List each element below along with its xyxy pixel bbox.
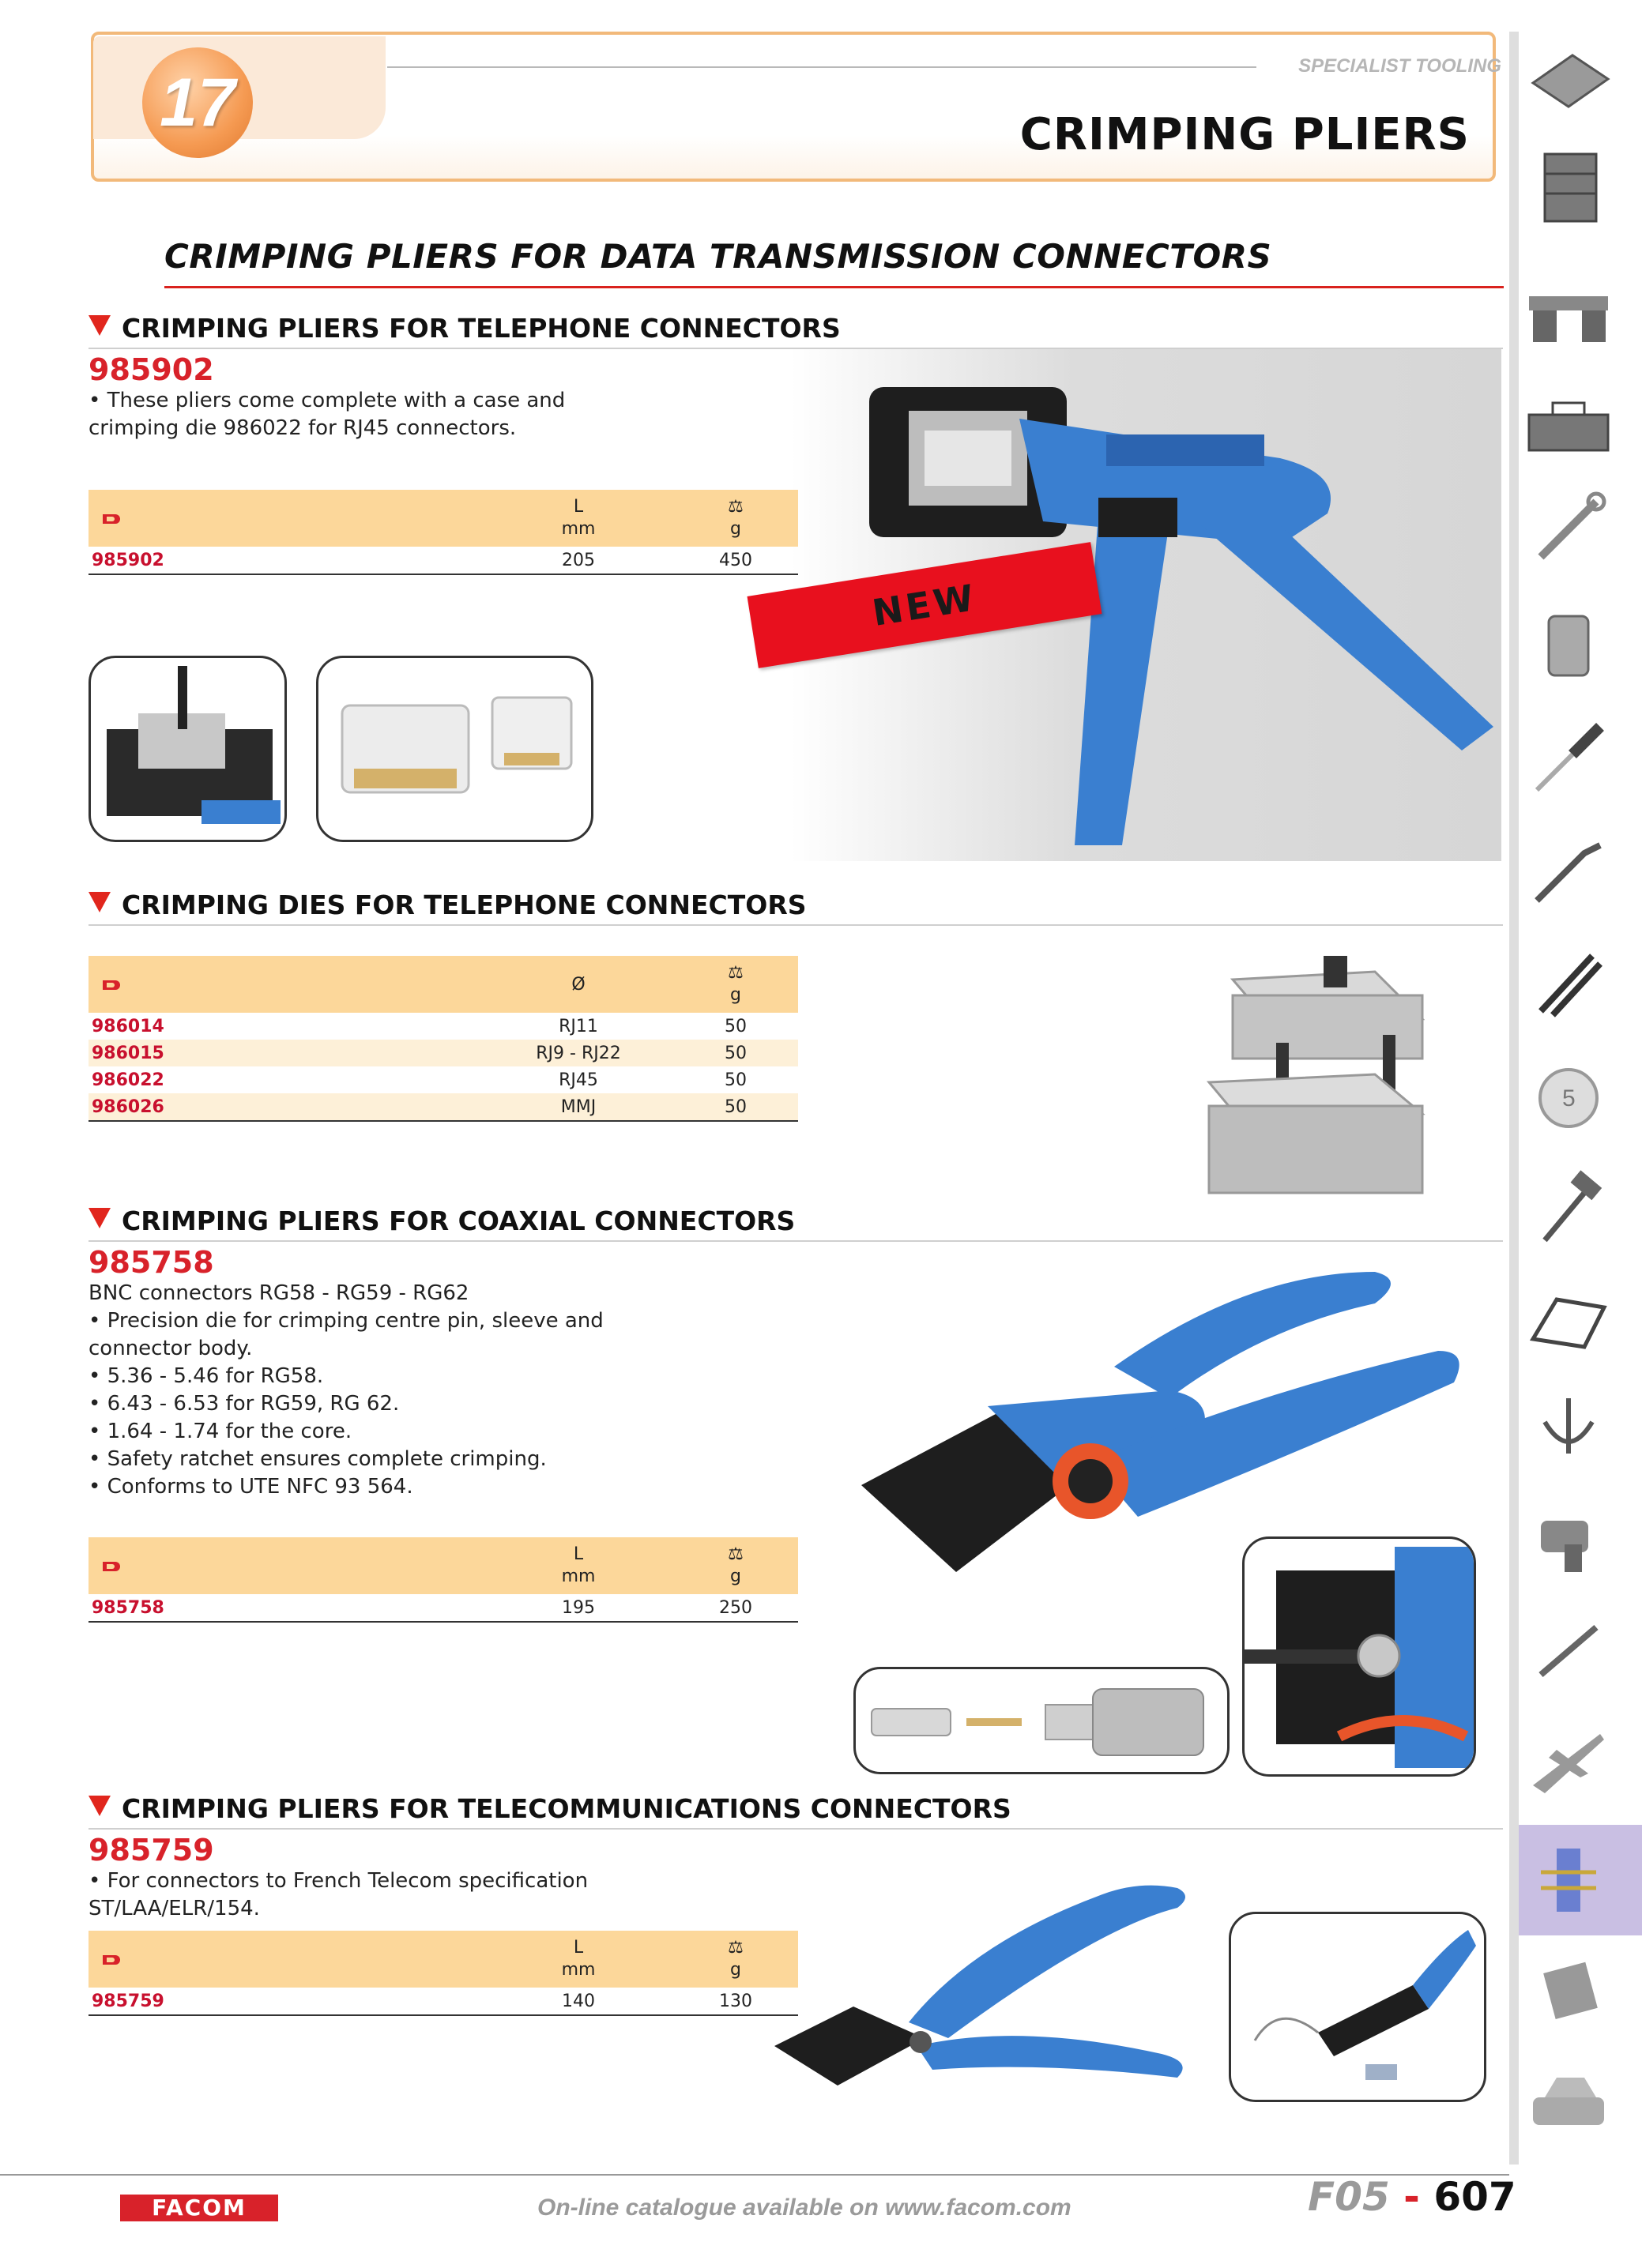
car-icon[interactable] (1521, 2062, 1616, 2141)
tool-box-icon[interactable] (1521, 387, 1616, 466)
detail-photo-telecom-die (1229, 1912, 1486, 2102)
tape-measure-icon[interactable] (1521, 1059, 1616, 1138)
table-row: 986014 RJ11 50 (92, 1016, 747, 1036)
ref-column-header (89, 956, 484, 1013)
triangle-bullet-icon (89, 1796, 111, 1816)
detail-photo-coax-die (1242, 1536, 1476, 1777)
telecom-crimping-pliers-image (766, 1849, 1209, 2101)
product-description: BNC connectors RG58 - RG59 - RG62 • Precision die for crimping centre pin, sleeve and connector body. • 5.36 - 5.46 for RG58. • 6.43 - 6.53 for RG59, RG 62. • 1.64 - 1.74 for the core. • Safety ratchet ensures complete crimping. • Conforms to UTE NFC 93 564. (89, 1281, 604, 1499)
diameter-column-header: Ø (484, 956, 673, 1013)
weight-column-header: ⚖ g (673, 1931, 798, 1988)
spec-table (89, 956, 798, 1122)
wrench-icon[interactable] (1521, 490, 1616, 569)
page-heading: CRIMPING PLIERS FOR DATA TRANSMISSION CONNECTORS (164, 237, 1272, 276)
electrical-icon[interactable] (1521, 1841, 1616, 1920)
pliers-icon[interactable] (1521, 940, 1616, 1019)
reference-icon (103, 514, 120, 524)
reference-icon (103, 1955, 120, 1965)
hacksaw-icon[interactable] (1521, 1280, 1616, 1359)
hex-key-icon[interactable] (1521, 829, 1616, 908)
weight-column-header: ⚖ g (673, 1537, 798, 1594)
section-rule (89, 348, 1503, 349)
weight-column-header: ⚖ g (673, 956, 798, 1013)
spec-table (89, 1931, 798, 2016)
length-column-header: L mm (484, 490, 673, 547)
product-description: • For connectors to French Telecom specification ST/LAA/ELR/154. (89, 1869, 589, 1920)
triangle-bullet-icon (89, 892, 111, 912)
header-rule (387, 66, 1256, 68)
table-row: 986022 RJ45 50 (92, 1070, 747, 1090)
length-column-header: L mm (484, 1537, 673, 1594)
svg-text:5: 5 (1562, 1085, 1576, 1111)
aircraft-icon[interactable] (1521, 1722, 1616, 1801)
section-title-text: CRIMPING PLIERS FOR COAXIAL CONNECTORS (122, 1205, 796, 1236)
section-title-text: CRIMPING PLIERS FOR TELEPHONE CONNECTORS (122, 313, 841, 344)
online-catalogue-text: On-line catalogue available on www.facom.com (537, 2195, 1071, 2221)
hammer-icon[interactable] (1521, 1169, 1616, 1248)
pipe-wrench-icon[interactable] (1521, 1612, 1616, 1691)
crimping-die-image (1185, 948, 1454, 1209)
reference-icon (103, 1562, 120, 1571)
product-description (89, 387, 565, 442)
section-title-text: CRIMPING PLIERS FOR TELECOMMUNICATIONS CONNECTORS (122, 1793, 1011, 1824)
page-number: F05 - 607 (1308, 2174, 1516, 2220)
section-rule (89, 924, 1503, 926)
section-rule (89, 1828, 1503, 1830)
detail-photo-bnc-parts (853, 1667, 1230, 1774)
product-ref: 985758 (89, 1245, 214, 1280)
screwdriver-icon[interactable] (1521, 719, 1616, 798)
table-row: 985902 205 450 (89, 547, 798, 574)
heading-rule (164, 286, 1504, 288)
facom-logo: FACOM (120, 2195, 278, 2221)
chapter-number-badge: 17 (142, 47, 253, 158)
table-row: 985759 140 130 (89, 1988, 798, 2015)
section-title-text: CRIMPING DIES FOR TELEPHONE CONNECTORS (122, 890, 807, 920)
product-ref: 985902 (89, 352, 214, 387)
ref-column-header (89, 490, 484, 547)
desc-line: crimping die 986022 for RJ45 connectors. (89, 416, 517, 440)
section-rule (89, 1240, 1503, 1242)
product-ref: 985759 (89, 1833, 214, 1867)
table-row: 986026 MMJ 50 (89, 1093, 798, 1121)
section-title (89, 890, 807, 920)
triangle-bullet-icon (89, 315, 111, 336)
length-column-header: L mm (484, 1931, 673, 1988)
footer-rule (0, 2174, 1509, 2176)
table-row: 985758 195 250 (89, 1594, 798, 1622)
roller-cabinet-icon[interactable] (1521, 150, 1616, 229)
power-tool-icon[interactable] (1521, 1501, 1616, 1580)
reference-icon (103, 980, 120, 990)
triangle-bullet-icon (89, 1208, 111, 1228)
section-label: SPECIALIST TOOLING (1298, 55, 1501, 77)
puller-icon[interactable] (1521, 1390, 1616, 1469)
desc-line: • These pliers come complete with a case and (89, 389, 566, 412)
spec-table (89, 1537, 798, 1623)
scale-icon: ⚖ (728, 497, 744, 517)
spec-table (89, 490, 798, 575)
table-row: 986015 RJ9 - RJ22 50 (89, 1040, 798, 1066)
section-title (89, 1793, 1011, 1824)
weight-column-header: ⚖ g (673, 490, 798, 547)
new-badge: NEW (748, 542, 1102, 668)
tool-tray-icon[interactable] (1521, 39, 1616, 118)
scale-icon: ⚖ (728, 963, 744, 983)
page-title: CRIMPING PLIERS (1019, 109, 1470, 160)
scale-icon: ⚖ (728, 1544, 744, 1564)
scale-icon: ⚖ (728, 1938, 744, 1958)
detail-photo-die (89, 656, 287, 842)
electronics-chip-icon[interactable] (1521, 1951, 1616, 2030)
section-title (89, 313, 841, 344)
ref-column-header (89, 1931, 484, 1988)
ref-column-header (89, 1537, 484, 1594)
category-strip (1509, 32, 1519, 2165)
section-title (89, 1205, 795, 1236)
socket-icon[interactable] (1521, 608, 1616, 687)
detail-photo-rj-connectors (316, 656, 593, 842)
workbench-icon[interactable] (1521, 276, 1616, 355)
